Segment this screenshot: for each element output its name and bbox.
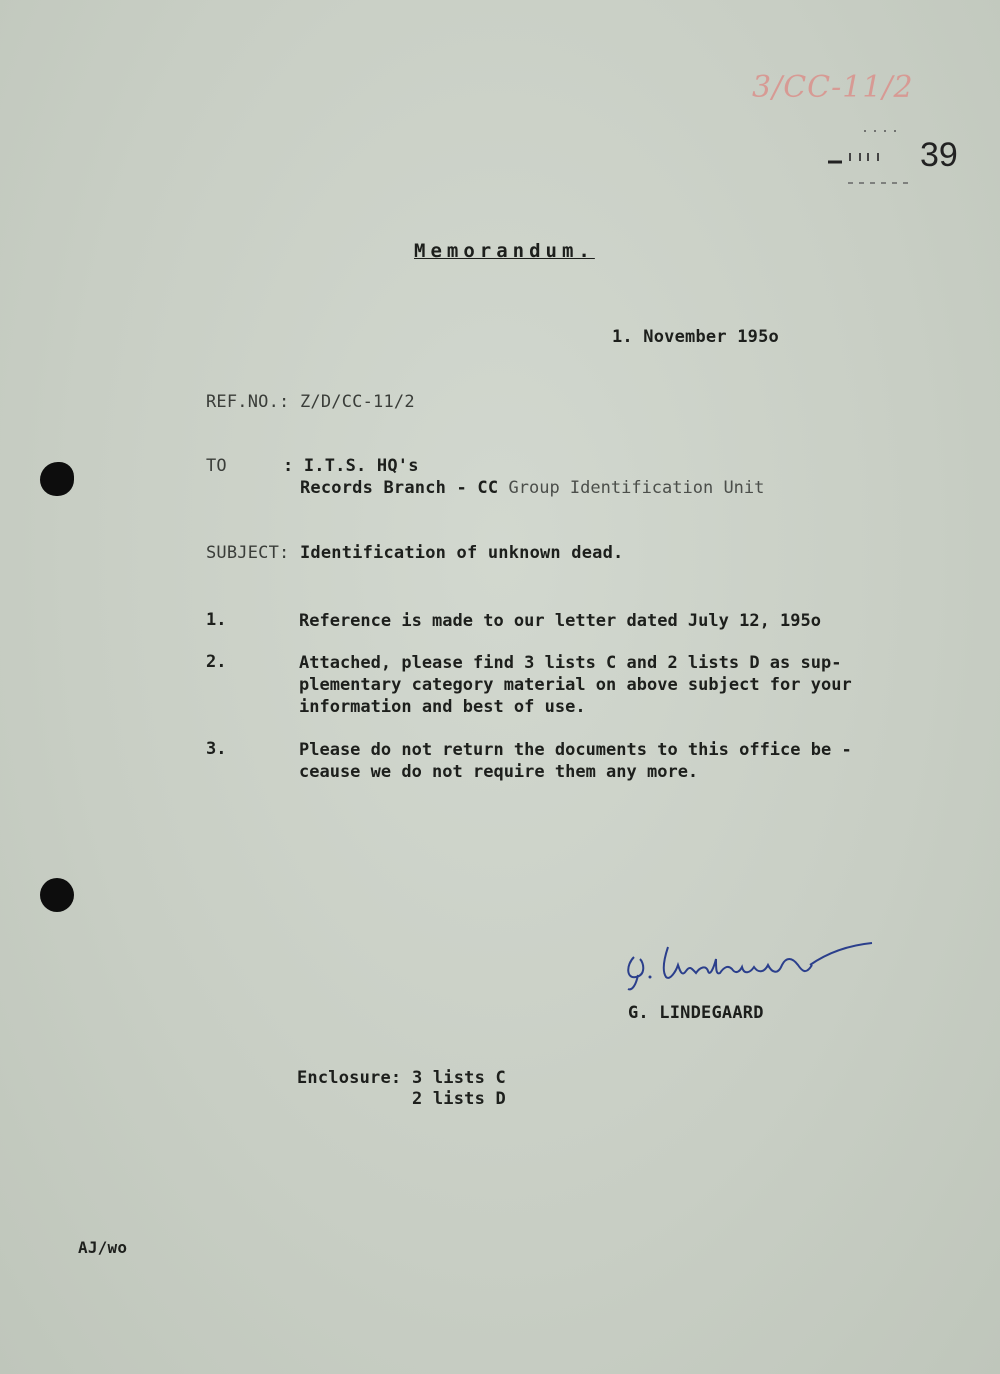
enclosure-line-1: 3 lists C: [412, 1068, 506, 1088]
stamp-marks: [820, 125, 920, 190]
paragraph-3-number: 3.: [206, 739, 227, 759]
punch-hole-top: [40, 462, 74, 496]
to-line-2: [300, 478, 764, 498]
paragraph-1-number: 1.: [206, 610, 227, 630]
typist-initials: AJ/wo: [78, 1238, 128, 1257]
file-note: 3/CC-11/2: [752, 70, 914, 105]
to-line-1: : I.T.S. HQ's: [283, 456, 419, 476]
ref-value: Z/D/CC-11/2: [300, 392, 415, 412]
handwritten-signature: [620, 935, 880, 995]
signatory-name: G. LINDEGAARD: [628, 1003, 764, 1023]
paragraph-2-number: 2.: [206, 652, 227, 672]
page-number: 39: [920, 136, 958, 174]
paragraph-3-text: Please do not return the documents to this office be - ceause we do not require them any more.: [299, 740, 852, 782]
punch-hole-bottom: [40, 878, 74, 912]
enclosure-label: Enclosure:: [297, 1068, 402, 1088]
enclosure-line-2: 2 lists D: [412, 1089, 506, 1109]
paragraph-1-text: Reference is made to our letter dated July 12, 195o: [299, 611, 821, 631]
document-title: Memorandum.: [414, 240, 595, 262]
to-line-2-typed: Records Branch - CC: [300, 478, 499, 498]
subject-value: Identification of unknown dead.: [300, 543, 624, 563]
to-line-2-added: Group Identification Unit: [508, 478, 765, 498]
ref-label: REF.NO.:: [206, 392, 290, 412]
document-date: 1. November 195o: [612, 327, 779, 347]
paragraph-2-text: Attached, please find 3 lists C and 2 lists D as sup- plementary category material on above subject for your information and best of use.: [299, 653, 852, 717]
to-label: TO: [206, 456, 227, 476]
subject-label: SUBJECT:: [206, 543, 290, 563]
